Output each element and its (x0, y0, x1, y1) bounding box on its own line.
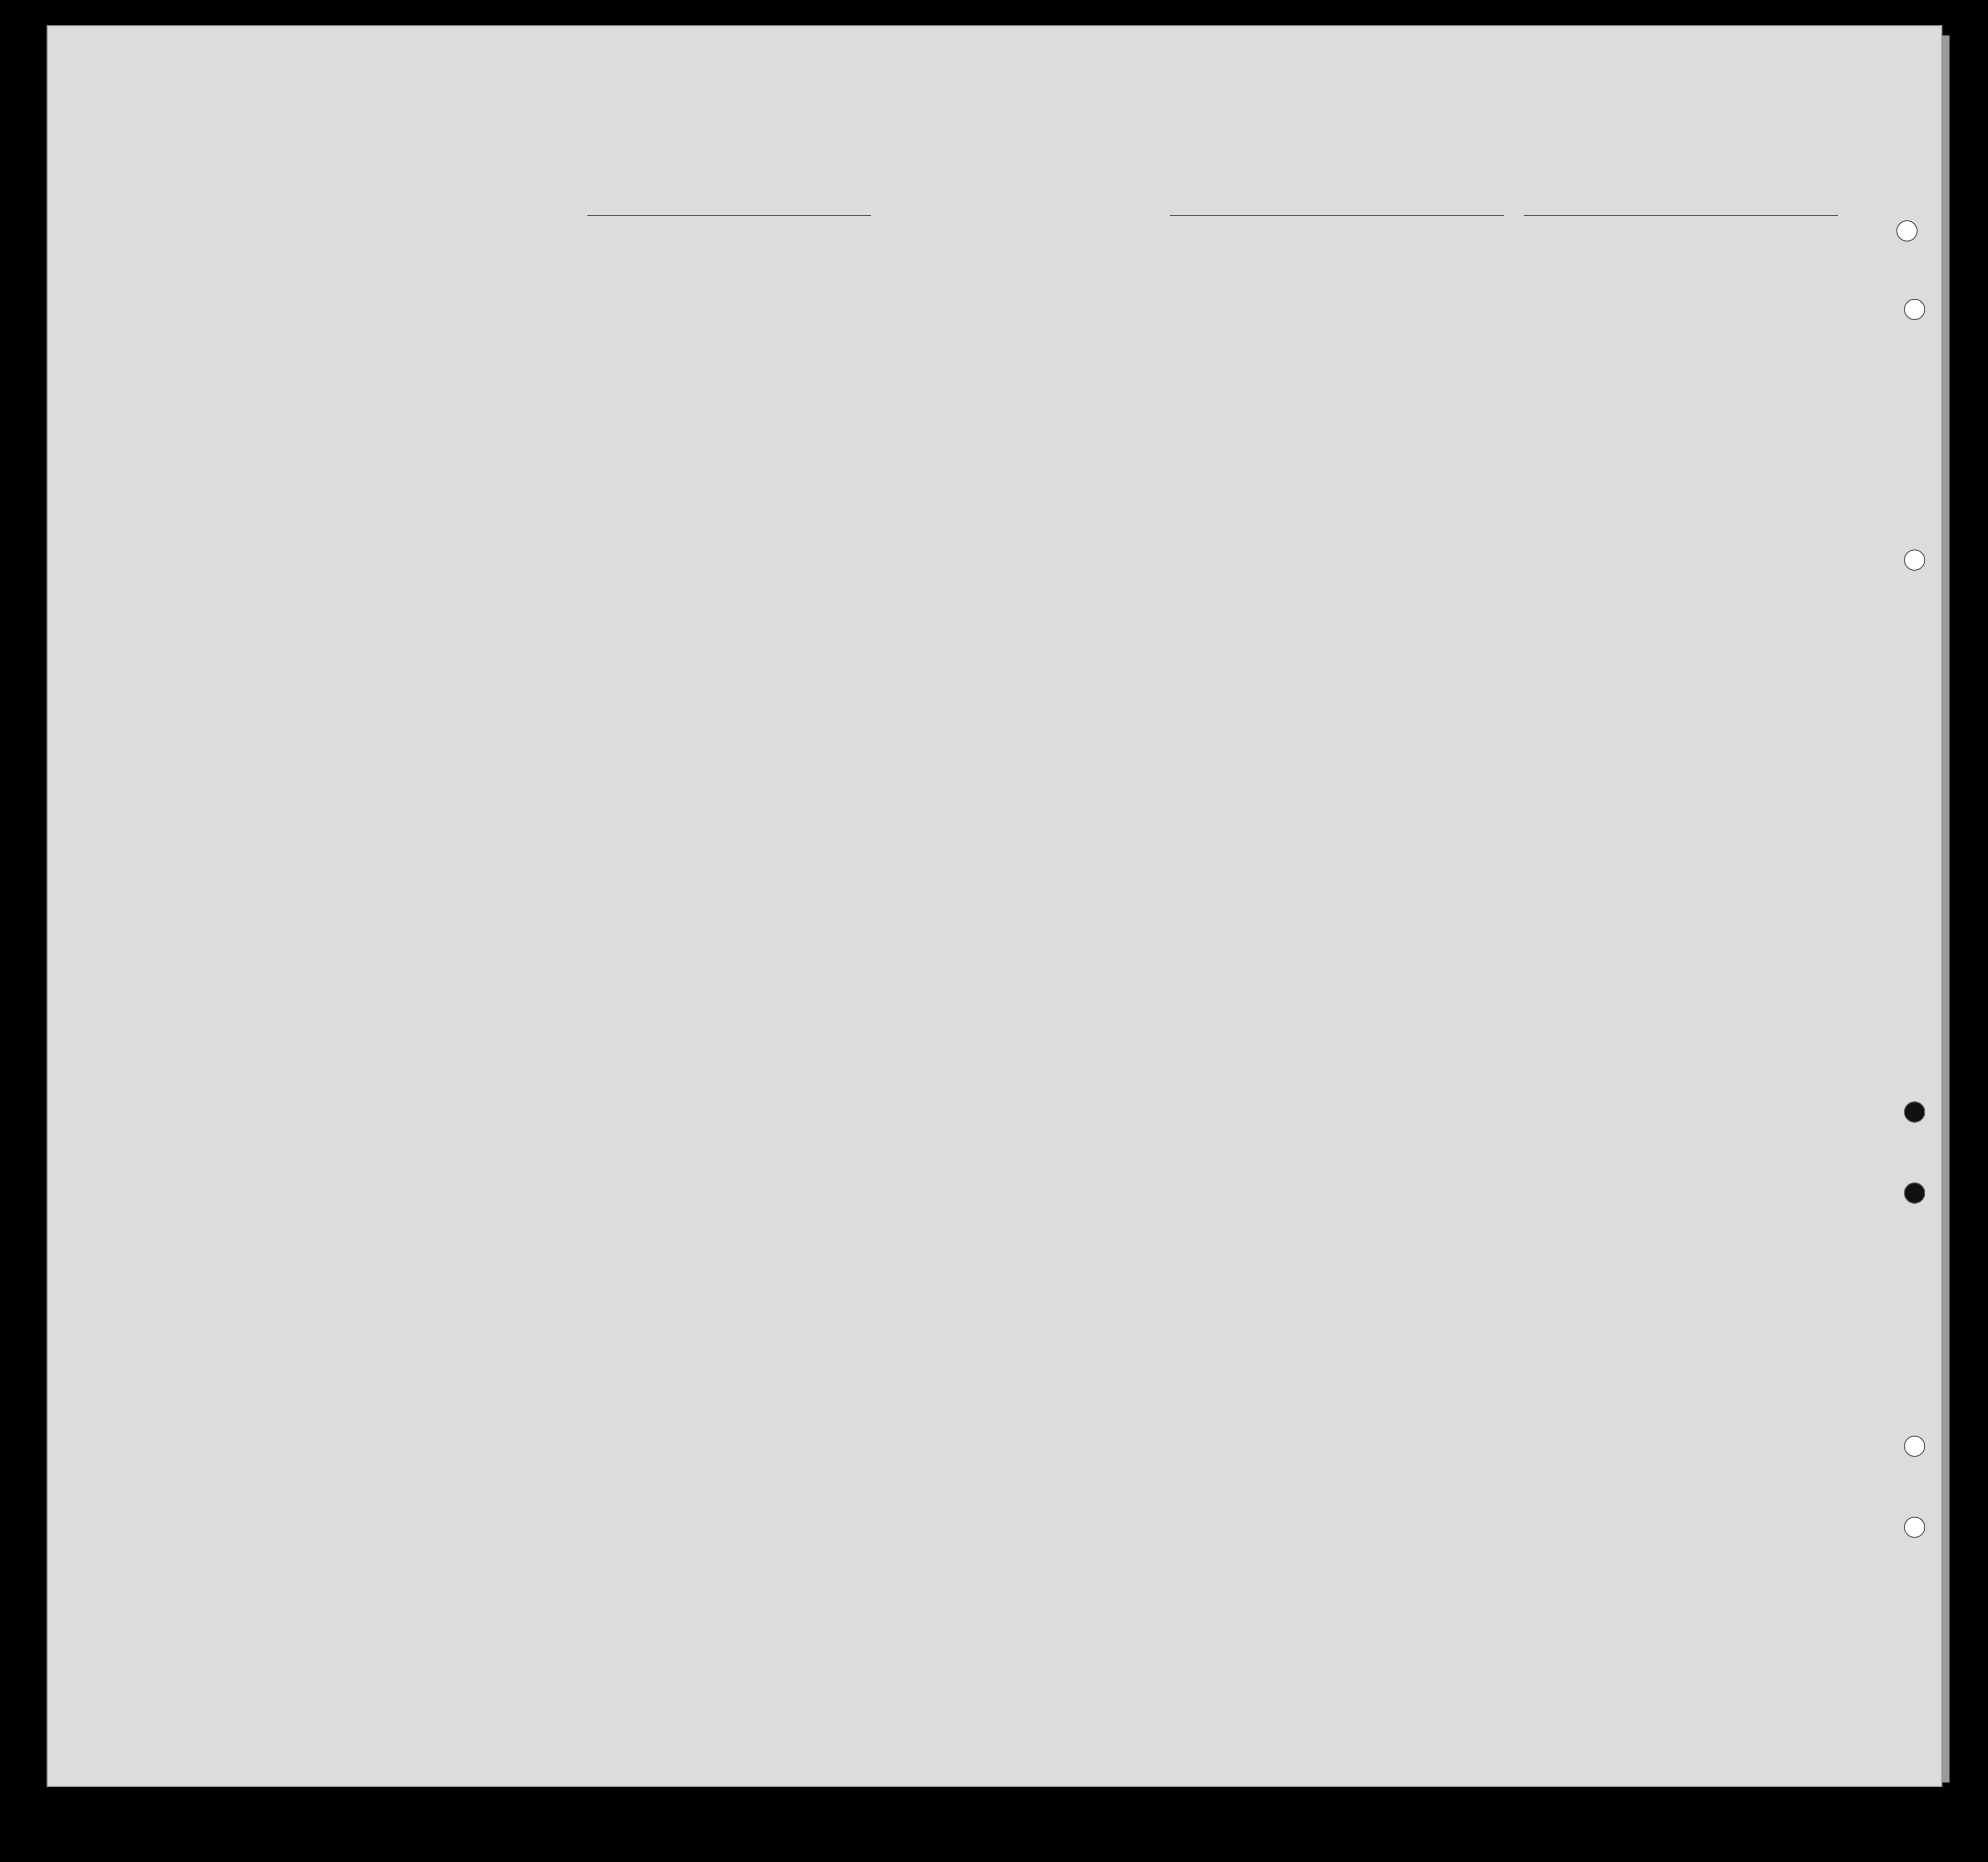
port-underline (1170, 215, 1504, 216)
punch-hole (1904, 1517, 1925, 1538)
punch-hole (1904, 299, 1925, 320)
manifest-sheet (47, 25, 1942, 1787)
punch-hole (1904, 1182, 1925, 1204)
punch-hole (1904, 1436, 1925, 1457)
punch-hole (1904, 549, 1925, 571)
ship-underline (587, 215, 871, 216)
punch-hole (1904, 1101, 1925, 1123)
punch-hole (1896, 220, 1918, 242)
date-underline (1524, 215, 1838, 216)
